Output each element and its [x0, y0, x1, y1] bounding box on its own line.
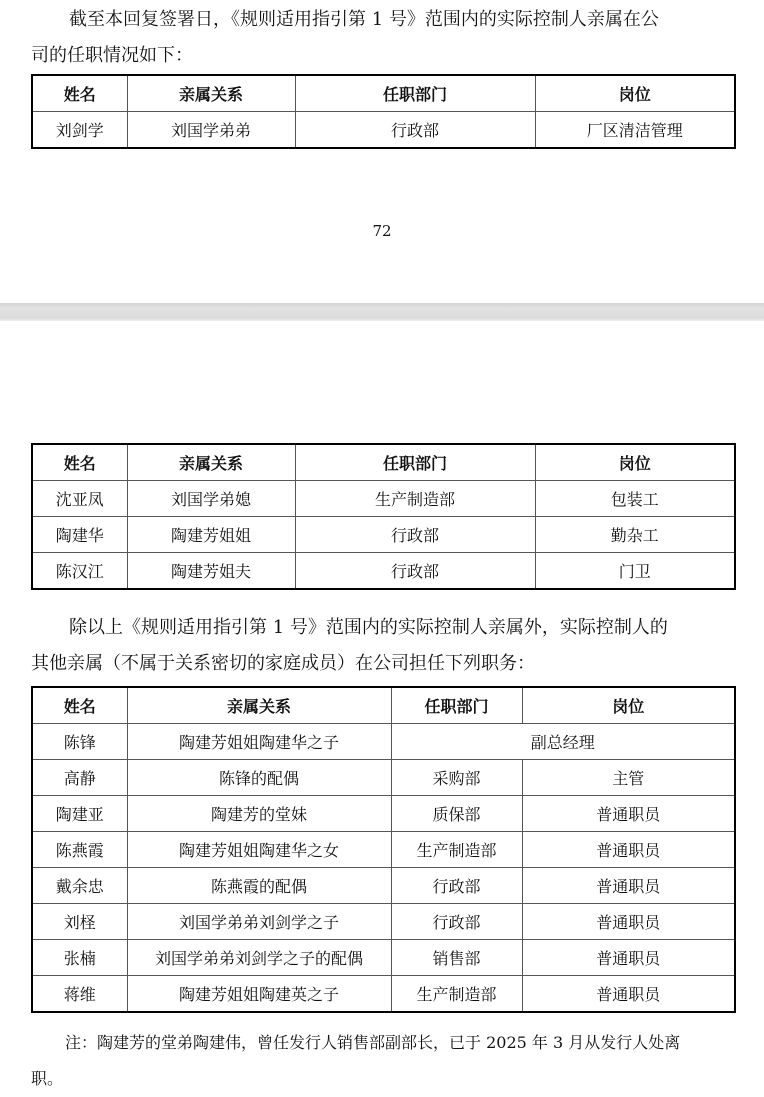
cell-relation: 陶建芳姐姐陶建英之子	[127, 976, 391, 1013]
cell-department: 质保部	[391, 796, 522, 832]
table-row	[32, 796, 735, 832]
cell-position: 普通职员	[522, 832, 735, 868]
page-separator	[0, 303, 764, 321]
table-row	[32, 976, 735, 1013]
footnote	[31, 1025, 734, 1097]
header-relation: 亲属关系	[127, 444, 295, 481]
table-row	[32, 832, 735, 868]
header-department: 任职部门	[295, 75, 535, 112]
table-row	[32, 553, 735, 590]
cell-relation: 陶建芳姐姐陶建华之子	[127, 724, 391, 760]
header-department: 任职部门	[391, 687, 522, 724]
cell-relation: 刘国学弟弟刘剑学之子的配偶	[127, 940, 391, 976]
cell-position: 包装工	[535, 481, 735, 517]
note-line-1: 注：陶建芳的堂弟陶建伟，曾任发行人销售部副部长，已于 2025 年 3 月从发行人处离	[65, 1033, 681, 1052]
cell-relation: 刘国学弟弟刘剑学之子	[127, 904, 391, 940]
header-position: 岗位	[522, 687, 735, 724]
cell-department: 采购部	[391, 760, 522, 796]
table-header-row	[32, 444, 735, 481]
para-line-2: 其他亲属（不属于关系密切的家庭成员）在公司担任下列职务：	[31, 653, 535, 674]
header-position: 岗位	[535, 75, 735, 112]
cell-position: 普通职员	[522, 976, 735, 1013]
header-position: 岗位	[535, 444, 735, 481]
relatives-table-1	[31, 74, 736, 149]
cell-department: 行政部	[295, 553, 535, 590]
cell-name: 陶建亚	[32, 796, 127, 832]
cell-department: 行政部	[391, 868, 522, 904]
other-relatives-table	[31, 686, 736, 1013]
header-name: 姓名	[32, 75, 127, 112]
cell-relation: 刘国学弟媳	[127, 481, 295, 517]
table-row	[32, 517, 735, 553]
cell-department: 生产制造部	[295, 481, 535, 517]
cell-name: 高静	[32, 760, 127, 796]
cell-name: 刘柽	[32, 904, 127, 940]
cell-department: 行政部	[391, 904, 522, 940]
cell-position: 勤杂工	[535, 517, 735, 553]
note-line-2: 职。	[31, 1069, 64, 1088]
table-header-row	[32, 687, 735, 724]
table-row	[32, 112, 735, 149]
header-relation: 亲属关系	[127, 75, 295, 112]
header-name: 姓名	[32, 444, 127, 481]
cell-position: 普通职员	[522, 940, 735, 976]
cell-department: 生产制造部	[391, 976, 522, 1013]
cell-name: 戴余忠	[32, 868, 127, 904]
cell-department: 行政部	[295, 112, 535, 149]
intro-paragraph	[31, 2, 734, 74]
intro-line-1: 截至本回复签署日，《规则适用指引第 1 号》范围内的实际控制人亲属在公	[69, 9, 659, 30]
cell-relation: 刘国学弟弟	[127, 112, 295, 149]
relatives-table-2	[31, 443, 736, 590]
table-row	[32, 724, 735, 760]
table-row	[32, 904, 735, 940]
cell-department: 销售部	[391, 940, 522, 976]
table-row	[32, 868, 735, 904]
cell-name: 陈燕霞	[32, 832, 127, 868]
cell-position: 主管	[522, 760, 735, 796]
cell-department: 生产制造部	[391, 832, 522, 868]
table-row	[32, 940, 735, 976]
other-relatives-paragraph	[31, 610, 734, 682]
cell-name: 陶建华	[32, 517, 127, 553]
cell-name: 沈亚凤	[32, 481, 127, 517]
cell-name: 刘剑学	[32, 112, 127, 149]
table-header-row	[32, 75, 735, 112]
intro-line-2: 司的任职情况如下：	[31, 45, 193, 66]
header-name: 姓名	[32, 687, 127, 724]
header-department: 任职部门	[295, 444, 535, 481]
cell-relation: 陈燕霞的配偶	[127, 868, 391, 904]
cell-position: 普通职员	[522, 796, 735, 832]
cell-name: 陈汉江	[32, 553, 127, 590]
cell-relation: 陶建芳姐姐	[127, 517, 295, 553]
page-number: 72	[372, 222, 392, 240]
cell-relation: 陈锋的配偶	[127, 760, 391, 796]
cell-name: 蒋维	[32, 976, 127, 1013]
cell-name: 张楠	[32, 940, 127, 976]
table-row	[32, 481, 735, 517]
cell-department: 行政部	[295, 517, 535, 553]
table-row	[32, 760, 735, 796]
cell-merged-position: 副总经理	[391, 724, 735, 760]
cell-position: 厂区清洁管理	[535, 112, 735, 149]
cell-position: 普通职员	[522, 904, 735, 940]
cell-position: 门卫	[535, 553, 735, 590]
para-line-1: 除以上《规则适用指引第 1 号》范围内的实际控制人亲属外，实际控制人的	[69, 617, 668, 638]
header-relation: 亲属关系	[127, 687, 391, 724]
cell-relation: 陶建芳姐姐陶建华之女	[127, 832, 391, 868]
cell-position: 普通职员	[522, 868, 735, 904]
cell-relation: 陶建芳姐夫	[127, 553, 295, 590]
cell-relation: 陶建芳的堂妹	[127, 796, 391, 832]
cell-name: 陈锋	[32, 724, 127, 760]
